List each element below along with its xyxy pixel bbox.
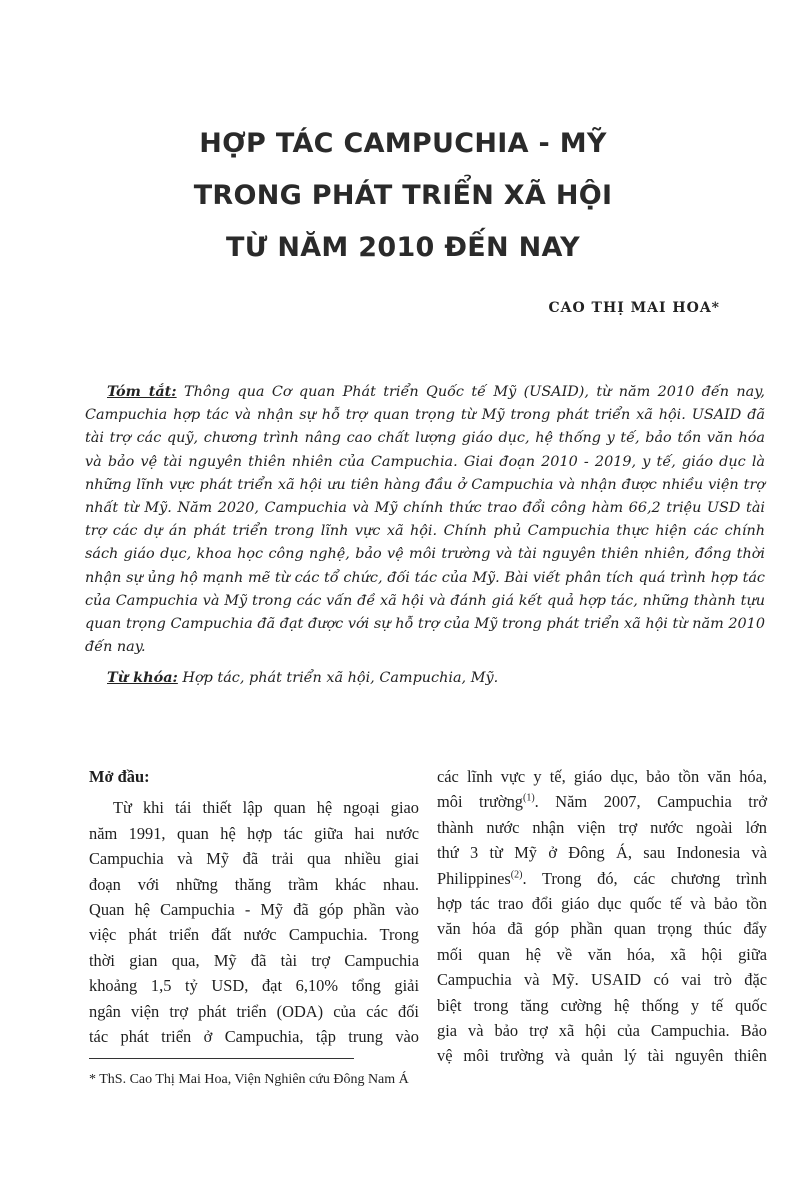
text-line: thứ 3 từ Mỹ ở Đông Á, sau Indonesia và bbox=[437, 843, 767, 863]
title-line-1: HỢP TÁC CAMPUCHIA - MỸ bbox=[199, 128, 607, 159]
keywords bbox=[107, 666, 767, 690]
text-line: việc phát triển đất nước Campuchia. Trong bbox=[89, 925, 419, 945]
text-line: mối quan hệ về văn hóa, xã hội giữa bbox=[437, 944, 767, 964]
text-line: văn hóa đã góp phần quan trọng thúc đẩy bbox=[437, 919, 767, 939]
text-line: vệ môi trường và quản lý tài nguyên thiên bbox=[437, 1046, 767, 1066]
text-line: thành nước nhận viện trợ nước ngoài lớn bbox=[437, 817, 767, 837]
abstract-label: Tóm tắt: bbox=[107, 383, 177, 400]
text-line: hợp tác trao đổi giáo dục quốc tế và bảo tồn bbox=[437, 894, 767, 914]
text-line: Từ khi tái thiết lập quan hệ ngoại giao bbox=[113, 798, 419, 818]
text-line bbox=[437, 789, 767, 814]
text-line: ngân viện trợ phát triển (ODA) của các đối bbox=[89, 1001, 419, 1021]
keywords-label: Từ khóa: bbox=[107, 669, 178, 686]
abstract bbox=[85, 380, 765, 659]
article-title bbox=[0, 118, 806, 274]
left-column bbox=[89, 764, 419, 1049]
text-line bbox=[437, 866, 767, 891]
text-line: khoảng 1,5 tỷ USD, đạt 6,10% tổng giải bbox=[89, 976, 419, 996]
footnote-ref-1: (1) bbox=[523, 792, 535, 804]
footnote-divider bbox=[89, 1058, 354, 1059]
title-line-2: TRONG PHÁT TRIỂN XÃ HỘI bbox=[193, 180, 613, 211]
text-line: các lĩnh vực y tế, giáo dục, bảo tồn văn hóa, bbox=[437, 767, 767, 786]
intro-paragraph bbox=[89, 795, 419, 1049]
text-line: Campuchia và Mỹ. USAID có vai trò đặc bbox=[437, 970, 767, 990]
right-column bbox=[437, 764, 767, 1069]
text-fragment: . Năm 2007, Campuchia trở bbox=[534, 792, 767, 812]
text-line: năm 1991, quan hệ hợp tác giữa hai nước bbox=[89, 823, 419, 843]
text-line: Quan hệ Campuchia - Mỹ đã góp phần vào bbox=[89, 900, 419, 920]
keywords-text: Hợp tác, phát triển xã hội, Campuchia, Mỹ. bbox=[177, 670, 499, 686]
text-fragment: Philippines bbox=[437, 868, 511, 888]
text-line: đoạn với những thăng trầm khác nhau. bbox=[89, 874, 419, 894]
abstract-text: Thông qua Cơ quan Phát triển Quốc tế Mỹ (USAID), từ năm 2010 đến nay, Campuchia hợp tác và nhận sự hỗ trợ quan trọng từ Mỹ trong phát triển xã hội. USAID đã tài trợ các quỹ, chương trình nâng cao chất lượng giáo dục, hệ thống y tế, bảo tồn văn hóa và bảo vệ tài nguyên thiên nhiên của Campuchia. Giai đoạn 2010 - 2019, y tế, giáo dục là những lĩnh vực phát triển xã hội ưu tiên hàng đầu ở Campuchia và nhận được nhiều viện trợ nhất từ Mỹ. Năm 2020, Campuchia và Mỹ chính thức trao đổi công hàm 66,2 triệu USD tài trợ các dự án phát triển trong lĩnh vực xã hội. Chính phủ Campuchia thực hiện các chính sách giáo dục, khoa học công nghệ, bảo vệ môi trường và tài nguyên thiên nhiên, đồng thời nhận sự ủng hộ mạnh mẽ từ các tổ chức, đối tác của Mỹ. Bài viết phân tích quá trình hợp tác của Campuchia và Mỹ trong các vấn đề xã hội và đánh giá kết quả hợp tác, những thành tựu quan trọng Campuchia đã đạt được với sự hỗ trợ của Mỹ trong phát triển xã hội từ năm 2010 đến nay. bbox=[85, 384, 765, 656]
text-line: gia và bảo trợ xã hội của Campuchia. Bảo bbox=[437, 1021, 767, 1041]
author-name: CAO THỊ MAI HOA* bbox=[548, 300, 720, 316]
footnote: * ThS. Cao Thị Mai Hoa, Viện Nghiên cứu Đông Nam Á bbox=[89, 1072, 409, 1087]
text-line: Campuchia và Mỹ đã trải qua nhiều giai bbox=[89, 849, 419, 869]
title-line-3: TỪ NĂM 2010 ĐẾN NAY bbox=[226, 232, 580, 263]
text-line: tác phát triển ở Campuchia, tập trung vào bbox=[89, 1027, 419, 1047]
text-line: thời gian qua, Mỹ đã tài trợ Campuchia bbox=[89, 950, 419, 970]
text-line: biệt trong tăng cường hệ thống y tế quốc bbox=[437, 995, 767, 1015]
intro-heading: Mở đầu: bbox=[89, 767, 150, 786]
text-fragment: . Trong đó, các chương trình bbox=[522, 868, 767, 888]
footnote-ref-2: (2) bbox=[510, 869, 523, 881]
text-fragment: môi trường bbox=[437, 792, 523, 812]
